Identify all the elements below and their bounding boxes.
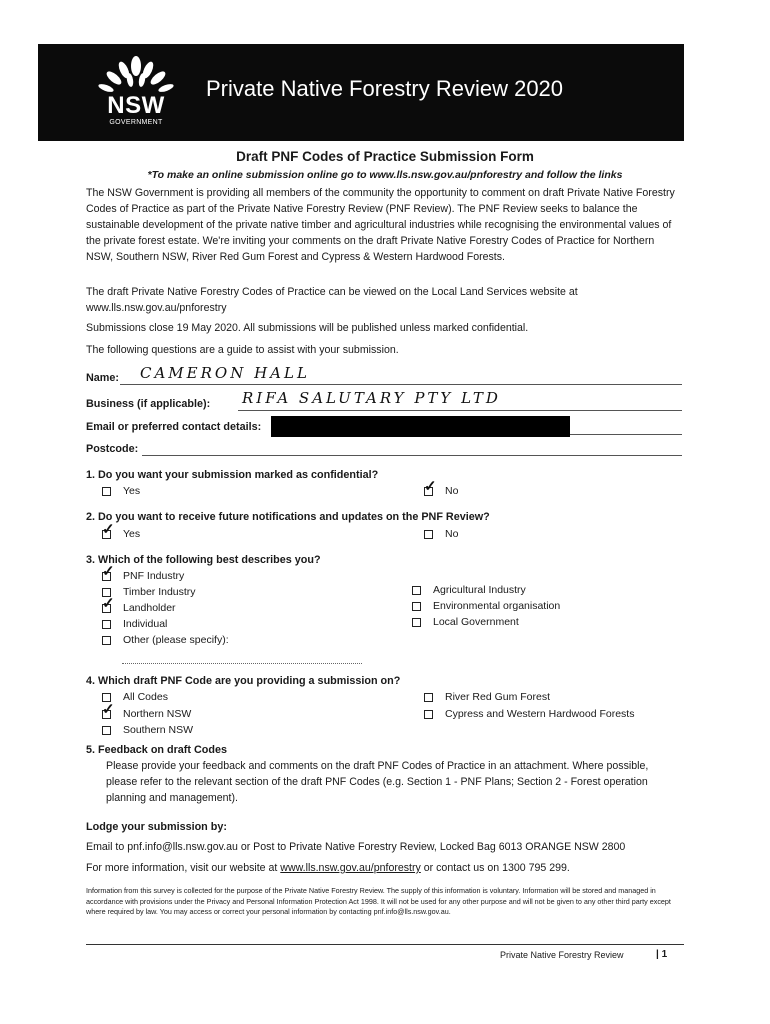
option-label: Other (please specify): bbox=[123, 634, 229, 646]
option-label: Environmental organisation bbox=[433, 600, 561, 612]
option-label: No bbox=[445, 485, 459, 497]
checkbox-checked[interactable] bbox=[102, 604, 111, 613]
option-label: Individual bbox=[123, 618, 168, 630]
option-label: Yes bbox=[123, 485, 141, 497]
website-link[interactable]: www.lls.nsw.gov.au/pnforestry bbox=[280, 862, 421, 874]
q3-timber-industry[interactable] bbox=[102, 586, 196, 598]
banner-title: Private Native Forestry Review 2020 bbox=[206, 76, 564, 101]
checkbox[interactable] bbox=[424, 710, 433, 719]
question-4: 4. Which draft PNF Code are you providing a submission on? bbox=[86, 675, 401, 687]
q3-landholder[interactable] bbox=[102, 602, 176, 614]
lodge-title: Lodge your submission by: bbox=[86, 821, 227, 833]
q3-agricultural-industry[interactable] bbox=[412, 584, 526, 596]
checkbox[interactable] bbox=[102, 487, 111, 496]
question-5: 5. Feedback on draft Codes bbox=[86, 744, 227, 756]
business-label: Business (if applicable): bbox=[86, 398, 211, 410]
guide-info: The following questions are a guide to assist with your submission. bbox=[86, 344, 399, 356]
checkbox[interactable] bbox=[102, 726, 111, 735]
option-label: Agricultural Industry bbox=[433, 584, 526, 596]
option-label: River Red Gum Forest bbox=[445, 691, 551, 703]
option-label: Local Government bbox=[433, 616, 519, 628]
checkbox-checked[interactable] bbox=[102, 530, 111, 539]
q3-pnf-industry[interactable] bbox=[102, 570, 184, 582]
checkbox[interactable] bbox=[102, 636, 111, 645]
option-label: No bbox=[445, 528, 459, 540]
feedback-text: Please provide your feedback and comments on the draft PNF Codes of Practice in an attachment. Where possible, please refer to the relevant section of the draft PNF Codes (e.g. Section 1 - PNF Plans; Section 2 - Forest operation planning and management). bbox=[106, 760, 649, 804]
business-value: RIFA SALUTARY PTY LTD bbox=[242, 389, 501, 407]
q4-southern-nsw[interactable] bbox=[102, 724, 193, 736]
option-label: Cypress and Western Hardwood Forests bbox=[445, 708, 635, 720]
waratah-icon bbox=[96, 56, 176, 96]
question-3: 3. Which of the following best describes you? bbox=[86, 554, 321, 566]
logo-subtext: GOVERNMENT bbox=[109, 119, 163, 126]
option-label: PNF Industry bbox=[123, 570, 185, 582]
name-line[interactable] bbox=[120, 384, 682, 385]
checkbox[interactable] bbox=[412, 602, 421, 611]
option-label: Northern NSW bbox=[123, 708, 192, 720]
question-1: 1. Do you want your submission marked as confidential? bbox=[86, 469, 379, 481]
checkbox[interactable] bbox=[424, 693, 433, 702]
more-info-suffix: or contact us on 1300 795 299. bbox=[420, 862, 570, 874]
checkbox-checked[interactable] bbox=[102, 710, 111, 719]
lodge-email-line: Email to pnf.info@lls.nsw.gov.au or Post to Private Native Forestry Review, Locked Bag 6013 ORANGE NSW 2800 bbox=[86, 841, 626, 853]
checkbox[interactable] bbox=[424, 530, 433, 539]
q4-northern-nsw[interactable] bbox=[102, 708, 191, 720]
option-label: Timber Industry bbox=[123, 586, 196, 598]
logo-text: NSW bbox=[107, 92, 165, 119]
name-value: CAMERON HALL bbox=[140, 364, 310, 382]
checkbox[interactable] bbox=[412, 586, 421, 595]
page-number: | 1 bbox=[656, 949, 668, 960]
intro-paragraph: The NSW Government is providing all members of the community the opportunity to comment on draft Private Native Forestry Codes of Practice as part of the Private Native Forestry Review (PNF Review). The PNF Review seeks to balance the sustainable development of the private native timber and agricultural industries while recognising the environmental values of the private forest estate. We're inviting your comments on the draft Private Native Forestry Codes of Practice for Northern NSW, Southern NSW, River Red Gum Forest and Cypress & Western Hardwood Forests. bbox=[86, 187, 675, 263]
option-label: Yes bbox=[123, 528, 141, 540]
question-2: 2. Do you want to receive future notifications and updates on the PNF Review? bbox=[86, 511, 490, 523]
other-specify-line[interactable] bbox=[122, 663, 362, 664]
q1-yes-option[interactable] bbox=[102, 485, 140, 497]
checkbox-checked[interactable] bbox=[102, 572, 111, 581]
email-label: Email or preferred contact details: bbox=[86, 421, 262, 433]
view-info: The draft Private Native Forestry Codes of Practice can be viewed on the Local Land Services website at www.lls.nsw.gov.au/pnforestry bbox=[86, 286, 578, 314]
q3-environmental-org[interactable] bbox=[412, 600, 560, 612]
form-title: Draft PNF Codes of Practice Submission Form bbox=[236, 149, 534, 164]
footer-divider bbox=[86, 944, 684, 945]
nsw-logo bbox=[96, 56, 176, 132]
option-label: Southern NSW bbox=[123, 724, 194, 736]
business-line[interactable] bbox=[238, 410, 682, 411]
more-info-line bbox=[86, 860, 682, 876]
q4-river-red-gum[interactable] bbox=[424, 691, 550, 703]
name-label: Name: bbox=[86, 372, 120, 384]
q1-no-option[interactable] bbox=[424, 485, 458, 497]
online-note: *To make an online submission online go to www.lls.nsw.gov.au/pnforestry and follow the links bbox=[147, 169, 623, 181]
redaction-block bbox=[271, 416, 570, 437]
checkbox[interactable] bbox=[412, 618, 421, 627]
checkbox[interactable] bbox=[102, 620, 111, 629]
footer-text: Private Native Forestry Review bbox=[500, 950, 624, 960]
q2-no-option[interactable] bbox=[424, 528, 458, 540]
q3-individual[interactable] bbox=[102, 618, 167, 630]
checkbox-checked[interactable] bbox=[424, 487, 433, 496]
q2-yes-option[interactable] bbox=[102, 528, 140, 540]
header-banner bbox=[38, 44, 684, 141]
close-info: Submissions close 19 May 2020. All submissions will be published unless marked confidential. bbox=[86, 322, 529, 334]
more-info-prefix: For more information, visit our website at bbox=[86, 862, 281, 874]
option-label: Landholder bbox=[123, 602, 176, 614]
postcode-label: Postcode: bbox=[86, 443, 139, 455]
q3-other[interactable] bbox=[102, 634, 229, 646]
q3-local-government[interactable] bbox=[412, 616, 519, 628]
q4-cypress-western[interactable] bbox=[424, 708, 634, 720]
postcode-line[interactable] bbox=[142, 455, 682, 456]
option-label: All Codes bbox=[123, 691, 168, 703]
privacy-notice: Information from this survey is collected for the purpose of the Private Native Forestry Review. The supply of this information is voluntary. Information will be stored and managed in accordance with provisions under the Privacy and Personal Information Protection Act 1998. It will not be used for any other purpose and will not be given to any other third party except where required by law. You may access or correct your personal information by contacting pnf.info@lls.nsw.gov.au. bbox=[86, 886, 671, 916]
